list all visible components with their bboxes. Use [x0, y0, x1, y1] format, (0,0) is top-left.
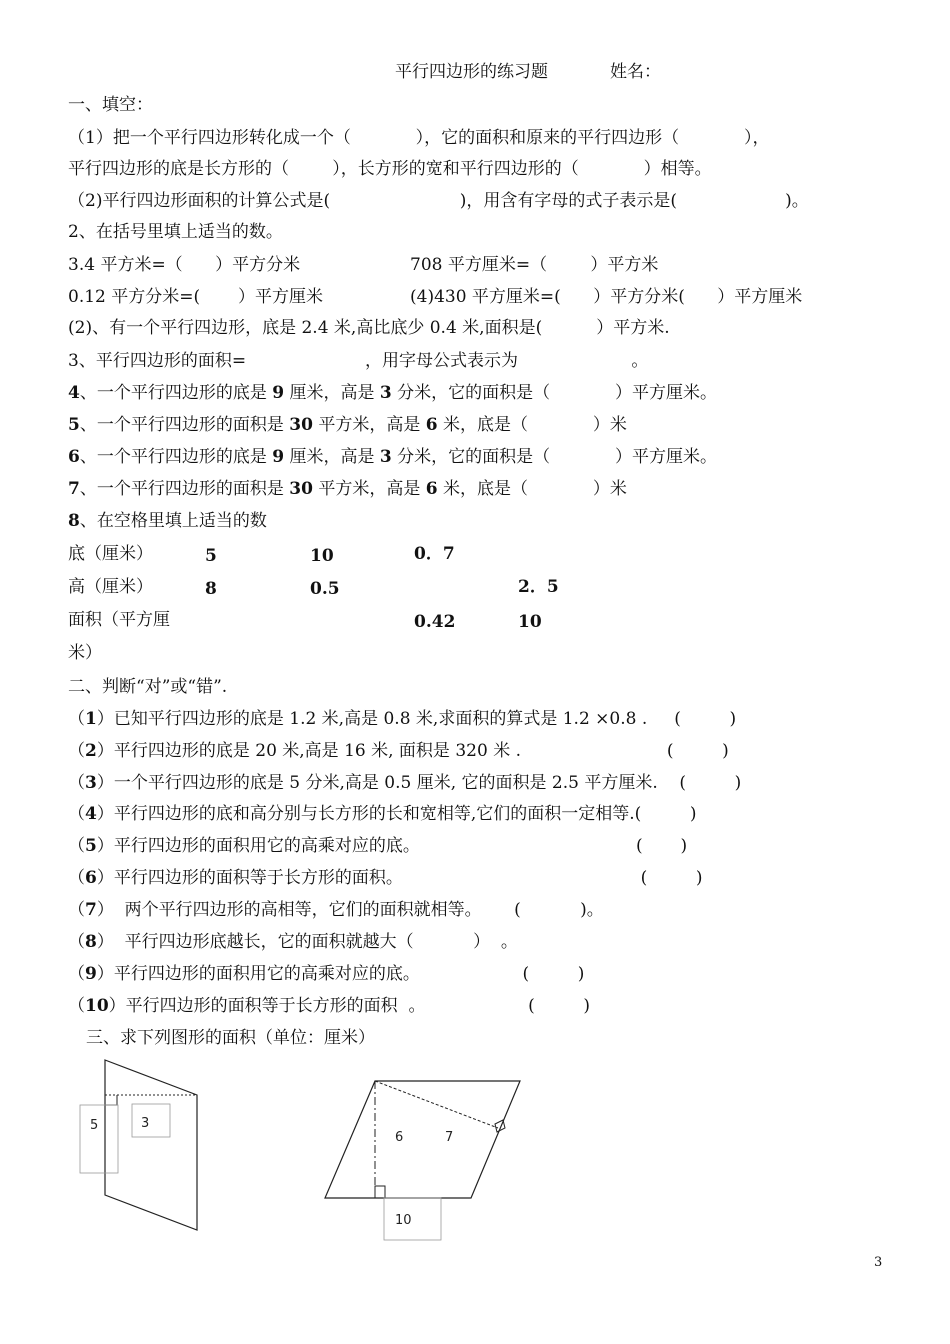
figure-1-parallelogram	[75, 1055, 315, 1235]
parallelogram-shape	[105, 1060, 197, 1230]
q5-line	[68, 414, 627, 436]
label-box	[384, 1198, 441, 1240]
q-value: 30	[289, 479, 313, 499]
question-number: 6	[68, 447, 80, 467]
judge-item-2: （2）平行四边形的底是 20 米,高是 16 米, 面积是 320 米 . ( )	[68, 741, 729, 761]
q2-row1a: 3.4 平方米=（ ）平方分米	[68, 255, 301, 275]
q-text: 米，底是（ ）米	[437, 479, 627, 499]
right-angle-mark	[105, 1095, 117, 1105]
item-text: ）平行四边形的底和高分别与长方形的长和宽相等,它们的面积一定相等.( )	[96, 804, 697, 824]
page-title: 平行四边形的练习题	[395, 62, 548, 82]
table-cell: 0．7	[414, 544, 455, 564]
q7-line	[68, 478, 627, 500]
q-text: 、一个平行四边形的底是	[79, 447, 273, 467]
name-label: 姓名：	[610, 62, 661, 82]
judge-item-8: （8） 平行四边形底越长，它的面积就越大（ ） 。	[68, 932, 518, 952]
q-value: 9	[272, 447, 285, 467]
q2-row2a: 0.12 平方分米=( ）平方厘米	[68, 287, 323, 307]
right-angle-mark	[495, 1120, 505, 1132]
q6-line	[68, 446, 717, 468]
item-number: 7	[85, 900, 97, 920]
height-line	[375, 1081, 498, 1128]
judge-item-4: （4）平行四边形的底和高分别与长方形的长和宽相等,它们的面积一定相等.( )	[68, 804, 697, 824]
item-number: 1	[85, 709, 97, 729]
section2-heading: 二、判断“对”或“错”.	[68, 677, 228, 697]
q-text: 、在空格里填上适当的数	[79, 511, 267, 531]
q3-line: 3、平行四边形的面积= ，用字母公式表示为 。	[68, 351, 649, 371]
question-number: 5	[68, 415, 80, 435]
figure-2-parallelogram	[315, 1065, 555, 1245]
table-cell: 10	[310, 546, 334, 566]
q1-line1: （1）把一个平行四边形转化成一个（ ），它的面积和原来的平行四边形（ ），	[68, 128, 770, 148]
table-cell: 8	[205, 579, 217, 599]
q-text: 、一个平行四边形的底是	[79, 383, 273, 403]
q-value: 3	[379, 447, 392, 467]
q-text: 厘米，高是	[284, 383, 380, 403]
item-number: 8	[85, 932, 97, 952]
row-label-area-cont: 米）	[68, 643, 102, 663]
q-text: 分米，它的面积是（ ）平方厘米。	[391, 447, 717, 467]
q2-row1b: 708 平方厘米=（ ）平方米	[410, 255, 659, 275]
q-text: 平方米，高是	[312, 415, 426, 435]
item-number: 9	[85, 964, 97, 984]
label-box	[80, 1105, 118, 1173]
item-text: ）平行四边形的面积等于长方形的面积 。 ( )	[108, 996, 591, 1016]
table-cell: 2．5	[518, 577, 559, 597]
item-number: 4	[85, 804, 97, 824]
section3-heading: 三、求下列图形的面积（单位：厘米）	[86, 1028, 375, 1048]
table-cell: 0.5	[310, 579, 340, 599]
q-text: 平方米，高是	[312, 479, 426, 499]
item-text: ） 平行四边形底越长，它的面积就越大（ ） 。	[96, 932, 518, 952]
question-number: 4	[68, 383, 80, 403]
item-text: ）一个平行四边形的底是 5 分米,高是 0.5 厘米, 它的面积是 2.5 平方厘米. ( )	[96, 773, 742, 793]
q8-heading	[68, 510, 267, 532]
item-text: ）平行四边形的面积等于长方形的面积。 ( )	[96, 868, 703, 888]
table-cell: 0.42	[414, 612, 456, 632]
row-label-area: 面积（平方厘	[68, 610, 170, 630]
q-value: 6	[425, 415, 438, 435]
parallelogram-shape	[325, 1081, 520, 1198]
item-number: 6	[85, 868, 97, 888]
q-value: 3	[379, 383, 392, 403]
dimension-label: 6	[395, 1130, 404, 1145]
dimension-label: 5	[90, 1118, 99, 1133]
row-label-base: 底（厘米）	[68, 544, 153, 564]
q-value: 9	[272, 383, 285, 403]
judge-item-1: （1）已知平行四边形的底是 1.2 米,高是 0.8 米,求面积的算式是 1.2 ×0.8 . ( )	[68, 709, 737, 729]
row-label-height: 高（厘米）	[68, 577, 153, 597]
judge-item-9: （9）平行四边形的面积用它的高乘对应的底。 ( )	[68, 964, 585, 984]
dimension-label: 3	[141, 1116, 150, 1131]
judge-item-5: （5）平行四边形的面积用它的高乘对应的底。 ( )	[68, 836, 688, 856]
q-value: 30	[289, 415, 313, 435]
q2-heading: 2、在括号里填上适当的数。	[68, 222, 283, 242]
item-number: 5	[85, 836, 97, 856]
dimension-label: 10	[395, 1213, 412, 1228]
table-cell: 5	[205, 546, 217, 566]
judge-item-6: （6）平行四边形的面积等于长方形的面积。 ( )	[68, 868, 703, 888]
item-number: 2	[85, 741, 97, 761]
q2-row3: (2)、有一个平行四边形，底是 2.4 米,高比底少 0.4 米,面积是( ）平方米.	[68, 318, 670, 338]
q-text: 厘米，高是	[284, 447, 380, 467]
item-text: ） 两个平行四边形的高相等，它们的面积就相等。 ( )。	[96, 900, 604, 920]
section1-heading: 一、填空：	[68, 95, 153, 115]
judge-item-10: （10）平行四边形的面积等于长方形的面积 。 ( )	[68, 996, 591, 1016]
item-number: 10	[85, 996, 109, 1016]
question-number: 8	[68, 511, 80, 531]
q4-line	[68, 382, 717, 404]
q-value: 6	[425, 479, 438, 499]
q1-line2: 平行四边形的底是长方形的（ ），长方形的宽和平行四边形的（ ）相等。	[68, 159, 712, 179]
q-text: 、一个平行四边形的面积是	[79, 479, 290, 499]
item-text: ）已知平行四边形的底是 1.2 米,高是 0.8 米,求面积的算式是 1.2 ×0.8 . ( )	[96, 709, 737, 729]
q-text: 米，底是（ ）米	[437, 415, 627, 435]
page-number: 3	[874, 1255, 883, 1270]
item-text: ）平行四边形的底是 20 米,高是 16 米, 面积是 320 米 . ( )	[96, 741, 729, 761]
right-angle-mark	[375, 1186, 385, 1198]
item-text: ）平行四边形的面积用它的高乘对应的底。 ( )	[96, 836, 688, 856]
q2-row2b: (4)430 平方厘米=( ）平方分米( ）平方厘米	[410, 287, 803, 307]
q-text: 分米，它的面积是（ ）平方厘米。	[391, 383, 717, 403]
item-number: 3	[85, 773, 97, 793]
judge-item-3: （3）一个平行四边形的底是 5 分米,高是 0.5 厘米, 它的面积是 2.5 平方厘米. ( )	[68, 773, 742, 793]
judge-item-7: （7） 两个平行四边形的高相等，它们的面积就相等。 ( )。	[68, 900, 604, 920]
table-cell: 10	[518, 612, 542, 632]
q-text: 、一个平行四边形的面积是	[79, 415, 290, 435]
label-box	[132, 1104, 170, 1137]
q1-line3: （2)平行四边形面积的计算公式是( )，用含有字母的式子表示是( )。	[68, 191, 809, 211]
question-number: 7	[68, 479, 80, 499]
dimension-label: 7	[445, 1130, 454, 1145]
item-text: ）平行四边形的面积用它的高乘对应的底。 ( )	[96, 964, 585, 984]
